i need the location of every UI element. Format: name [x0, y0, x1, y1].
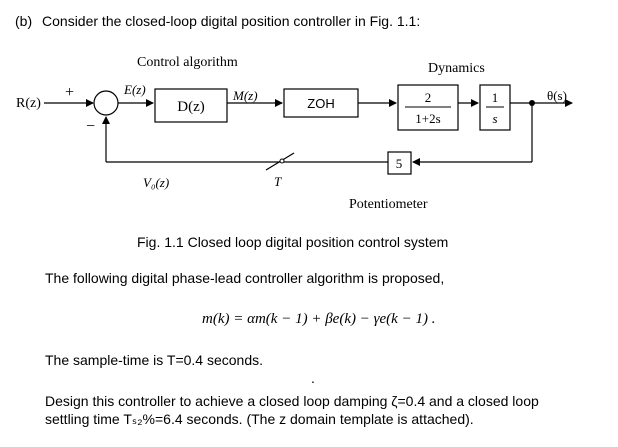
proposal-text: The following digital phase-lead controller algorithm is proposed,	[45, 270, 445, 286]
dynamics-label: Dynamics	[428, 61, 485, 76]
sample-time-text: The sample-time is T=0.4 seconds.	[45, 352, 264, 368]
potentiometer-label: Potentiometer	[349, 197, 428, 212]
zoh-label: ZOH	[307, 96, 335, 111]
integrator-numerator: 1	[491, 90, 499, 105]
equation: m(k) = αm(k − 1) + βe(k) − γe(k − 1) .	[202, 311, 436, 327]
input-label: R(z)	[16, 96, 41, 111]
minus-sign: −	[86, 118, 96, 135]
design-line-2: settling time Tₛ₂%=6.4 seconds. (The z domain template is attached).	[45, 411, 474, 427]
plant-denominator: 1+2s	[415, 111, 441, 126]
output-label: θ(s)	[547, 88, 567, 103]
question-intro-text: Consider the closed-loop digital position controller in Fig. 1.1:	[42, 13, 421, 29]
error-label: E(z)	[124, 82, 146, 97]
control-algorithm-label: Control algorithm	[137, 55, 238, 70]
integrator-denominator: s	[492, 111, 498, 126]
sampler-label: T	[274, 174, 282, 189]
summing-junction	[94, 91, 118, 115]
sampler-contact	[280, 159, 284, 163]
stray-mark: .	[311, 370, 315, 386]
feedback-signal-label: V₀(z)	[143, 175, 170, 190]
controller-output-label: M(z)	[233, 88, 258, 103]
figure-caption: Fig. 1.1 Closed loop digital position control system	[137, 234, 449, 250]
question-label: (b)	[15, 13, 33, 29]
design-line-1: Design this controller to achieve a closed loop damping ζ=0.4 and a closed loop	[45, 393, 539, 409]
plus-sign: +	[65, 84, 75, 101]
feedback-gain-label: 5	[395, 156, 403, 171]
controller-label: D(z)	[177, 99, 205, 115]
plant-numerator: 2	[424, 90, 432, 105]
